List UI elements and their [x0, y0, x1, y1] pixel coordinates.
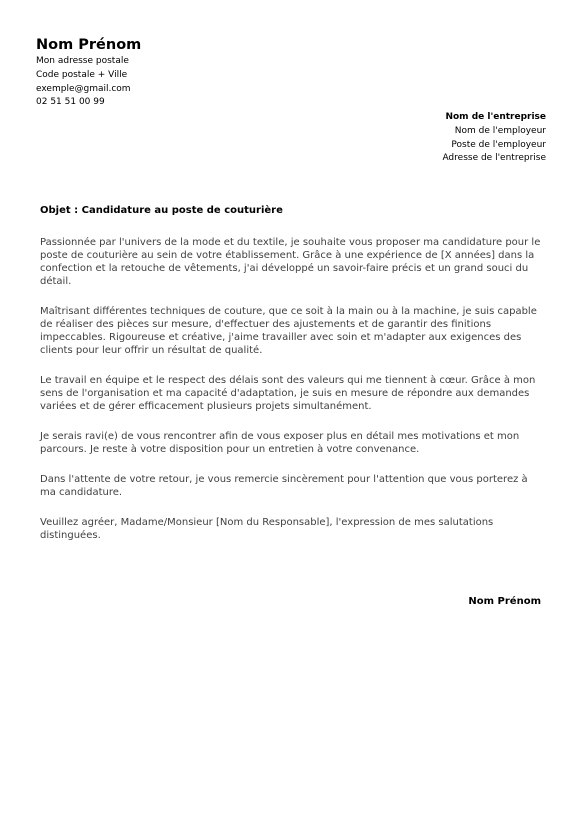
body-paragraph: Je serais ravi(e) de vous rencontrer afin de vous exposer plus en détail mes motivations et mon parcours. Je reste à votre disposition pour un entretien à votre convenance.	[40, 431, 520, 455]
letter-body	[40, 236, 546, 559]
sender-address: Mon adresse postale	[36, 56, 129, 66]
sender-block	[36, 37, 141, 110]
letter-subject: Objet : Candidature au poste de couturière	[40, 205, 283, 216]
recipient-company-address: Adresse de l'entreprise	[442, 153, 546, 164]
signature: Nom Prénom	[468, 596, 541, 607]
body-paragraph: Passionnée par l'univers de la mode et du textile, je souhaite vous proposer ma candidature pour le poste de couturière au sein de votre établissement. Grâce à une expérience de [X années] dans la confection et la retouche de vêtements, j'ai développé un savoir-faire précis et un grand souci du détail.	[40, 237, 541, 287]
body-paragraph: Le travail en équipe et le respect des délais sont des valeurs qui me tiennent à cœur. Grâce à mon sens de l'organisation et ma capacité d'adaptation, je suis en mesure de répondre aux demandes variées et de gérer efficacement plusieurs projets simultanément.	[40, 375, 536, 412]
sender-postal-city: Code postale + Ville	[36, 69, 128, 80]
sender-name: Nom Prénom	[36, 37, 142, 53]
body-paragraph: Dans l'attente de votre retour, je vous remercie sincèrement pour l'attention que vous porterez à ma candidature.	[40, 474, 528, 498]
recipient-employer-position: Poste de l'employeur	[451, 139, 546, 150]
sender-phone: 02 51 51 00 99	[36, 97, 105, 108]
sender-email: exemple@gmail.com	[36, 83, 131, 94]
body-paragraph: Maîtrisant différentes techniques de couture, que ce soit à la main ou à la machine, je suis capable de réaliser des pièces sur mesure, d'effectuer des ajustements et de garantir des finitions impeccables. Rigoureuse et créative, j'aime travailler avec soin et m'adapter aux exigences des clients pour leur offrir un résultat de qualité.	[40, 306, 537, 356]
recipient-employer-name: Nom de l'employeur	[454, 125, 546, 136]
recipient-block	[442, 111, 546, 166]
closing-paragraph: Veuillez agréer, Madame/Monsieur [Nom du Responsable], l'expression de mes salutations distinguées.	[40, 517, 494, 541]
recipient-company: Nom de l'entreprise	[445, 112, 546, 122]
